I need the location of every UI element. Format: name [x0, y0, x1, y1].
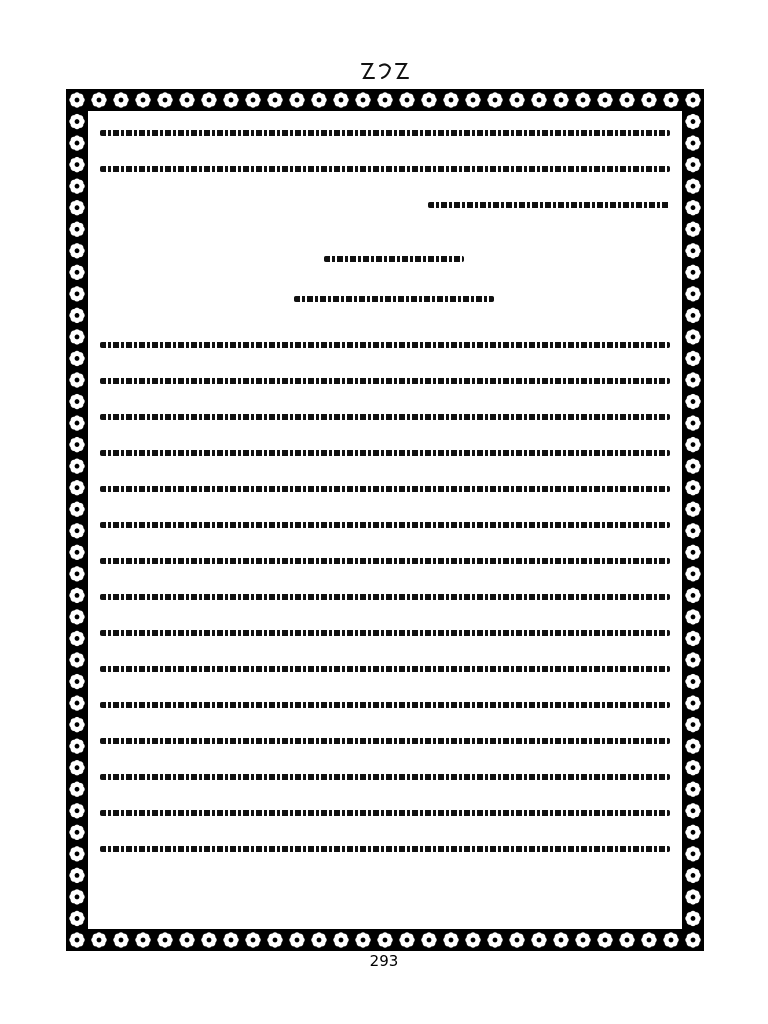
rosette-ornament	[685, 932, 700, 947]
script-text-line	[100, 589, 670, 605]
script-text-placeholder	[100, 630, 670, 636]
rosette-ornament	[575, 932, 590, 947]
rosette-ornament	[487, 932, 502, 947]
running-head-glyph	[0, 58, 768, 88]
rosette-ornament	[663, 932, 678, 947]
rosette-ornament	[421, 92, 436, 107]
script-text-line	[100, 373, 670, 389]
rosette-ornament	[69, 265, 84, 280]
script-text-placeholder	[100, 738, 670, 744]
rosette-ornament	[157, 932, 172, 947]
script-text-placeholder	[428, 202, 670, 208]
rosette-ornament	[641, 92, 656, 107]
script-text-placeholder	[100, 342, 670, 348]
rosette-ornament	[135, 92, 150, 107]
rosette-ornament	[201, 92, 216, 107]
rosette-ornament	[399, 932, 414, 947]
rosette-ornament	[685, 911, 700, 926]
script-text-placeholder	[100, 414, 670, 420]
script-text-placeholder	[100, 702, 670, 708]
rosette-ornament	[685, 265, 700, 280]
rosette-ornament	[333, 92, 348, 107]
rosette-ornament	[311, 932, 326, 947]
rosette-ornament	[69, 566, 84, 581]
rosette-ornament	[69, 932, 84, 947]
script-text-line	[294, 291, 494, 307]
rosette-ornament	[113, 92, 128, 107]
rosette-ornament	[69, 286, 84, 301]
rosette-ornament	[465, 932, 480, 947]
rosette-ornament	[245, 92, 260, 107]
rosette-ornament	[685, 372, 700, 387]
text-block	[88, 111, 682, 929]
rosette-ornament	[179, 932, 194, 947]
rosette-ornament	[69, 631, 84, 646]
rosette-ornament	[685, 502, 700, 517]
rosette-ornament	[377, 92, 392, 107]
rosette-ornament	[69, 200, 84, 215]
rosette-ornament	[69, 889, 84, 904]
script-text-line	[100, 125, 670, 141]
rosette-ornament	[69, 458, 84, 473]
rosette-ornament	[267, 932, 282, 947]
rosette-ornament	[685, 803, 700, 818]
rosette-ornament	[685, 415, 700, 430]
rosette-ornament	[69, 415, 84, 430]
rosette-ornament	[267, 92, 282, 107]
rosette-ornament	[69, 437, 84, 452]
rosette-ornament	[685, 631, 700, 646]
rosette-ornament	[69, 846, 84, 861]
rosette-ornament	[69, 652, 84, 667]
script-text-line	[100, 161, 670, 177]
rosette-ornament	[69, 868, 84, 883]
rosette-ornament	[509, 92, 524, 107]
rosette-ornament	[69, 760, 84, 775]
script-text-line	[100, 553, 670, 569]
page-number: 293	[369, 952, 399, 970]
rosette-ornament	[531, 932, 546, 947]
rosette-ornament	[289, 932, 304, 947]
rosette-ornament	[245, 932, 260, 947]
rosette-ornament	[69, 674, 84, 689]
rosette-ornament	[685, 243, 700, 258]
rosette-ornament	[69, 351, 84, 366]
rosette-ornament	[69, 480, 84, 495]
rosette-ornament	[685, 738, 700, 753]
rosette-ornament	[355, 92, 370, 107]
rosette-ornament	[685, 114, 700, 129]
script-text-line	[100, 661, 670, 677]
rosette-ornament	[157, 92, 172, 107]
rosette-ornament	[69, 502, 84, 517]
script-text-line	[100, 841, 670, 857]
script-text-line	[324, 251, 464, 267]
rosette-ornament	[69, 523, 84, 538]
script-text-line	[100, 625, 670, 641]
script-text-line	[100, 697, 670, 713]
rosette-ornament	[465, 92, 480, 107]
rosette-ornament	[487, 92, 502, 107]
rosette-ornament	[69, 222, 84, 237]
rosette-ornament	[69, 329, 84, 344]
script-text-line	[100, 337, 670, 353]
rosette-ornament	[69, 717, 84, 732]
rosette-ornament	[597, 932, 612, 947]
rosette-ornament	[685, 308, 700, 323]
script-text-line	[100, 733, 670, 749]
rosette-ornament	[69, 135, 84, 150]
rosette-ornament	[443, 92, 458, 107]
rosette-ornament	[641, 932, 656, 947]
script-text-placeholder	[100, 774, 670, 780]
rosette-ornament	[377, 932, 392, 947]
rosette-ornament	[69, 394, 84, 409]
script-text-line	[428, 197, 670, 213]
rosette-ornament	[685, 286, 700, 301]
rosette-ornament	[69, 243, 84, 258]
rosette-ornament	[685, 760, 700, 775]
rosette-ornament	[685, 695, 700, 710]
rosette-ornament	[223, 932, 238, 947]
script-text-placeholder	[100, 486, 670, 492]
rosette-ornament	[69, 911, 84, 926]
rosette-ornament	[69, 372, 84, 387]
rosette-ornament	[333, 932, 348, 947]
rosette-ornament	[685, 609, 700, 624]
rosette-ornament	[685, 825, 700, 840]
rosette-ornament	[113, 932, 128, 947]
script-text-line	[100, 409, 670, 425]
script-text-placeholder	[100, 810, 670, 816]
rosette-ornament	[685, 868, 700, 883]
rosette-ornament	[69, 114, 84, 129]
rosette-ornament	[685, 222, 700, 237]
script-text-placeholder	[294, 296, 494, 302]
rosette-ornament	[685, 92, 700, 107]
script-text-placeholder	[100, 522, 670, 528]
rosette-ornament	[685, 674, 700, 689]
rosette-ornament	[685, 782, 700, 797]
rosette-ornament	[685, 200, 700, 215]
rosette-ornament	[685, 394, 700, 409]
rosette-ornament	[685, 157, 700, 172]
rosette-ornament	[135, 932, 150, 947]
rosette-ornament	[69, 178, 84, 193]
rosette-ornament	[685, 717, 700, 732]
rosette-ornament	[685, 566, 700, 581]
rosette-ornament	[399, 92, 414, 107]
rosette-ornament	[509, 932, 524, 947]
rosette-ornament	[69, 545, 84, 560]
rosette-ornament	[311, 92, 326, 107]
ornamental-border	[66, 89, 704, 951]
rosette-ornament	[69, 609, 84, 624]
rosette-ornament	[685, 135, 700, 150]
rosette-ornament	[553, 92, 568, 107]
script-text-line	[100, 517, 670, 533]
script-text-placeholder	[100, 130, 670, 136]
script-text-placeholder	[100, 666, 670, 672]
script-text-placeholder	[100, 846, 670, 852]
rosette-ornament	[575, 92, 590, 107]
rosette-ornament	[685, 652, 700, 667]
script-text-line	[100, 769, 670, 785]
rosette-ornament	[201, 932, 216, 947]
script-text-line	[100, 805, 670, 821]
script-text-line	[100, 445, 670, 461]
rosette-ornament	[685, 889, 700, 904]
rosette-ornament	[69, 695, 84, 710]
rosette-ornament	[355, 932, 370, 947]
rosette-ornament	[69, 588, 84, 603]
rosette-ornament	[685, 480, 700, 495]
script-text-placeholder	[324, 256, 464, 262]
rosette-ornament	[553, 932, 568, 947]
script-text-placeholder	[100, 594, 670, 600]
rosette-ornament	[91, 92, 106, 107]
script-text-placeholder	[100, 166, 670, 172]
rosette-ornament	[69, 803, 84, 818]
rosette-ornament	[69, 825, 84, 840]
rosette-ornament	[69, 308, 84, 323]
rosette-ornament	[685, 329, 700, 344]
rosette-ornament	[421, 932, 436, 947]
rosette-ornament	[69, 738, 84, 753]
rosette-ornament	[685, 351, 700, 366]
rosette-ornament	[531, 92, 546, 107]
rosette-ornament	[289, 92, 304, 107]
script-text-placeholder	[100, 450, 670, 456]
rosette-ornament	[443, 932, 458, 947]
rosette-ornament	[685, 458, 700, 473]
rosette-ornament	[597, 92, 612, 107]
rosette-ornament	[685, 846, 700, 861]
rosette-ornament	[69, 157, 84, 172]
script-text-line	[100, 481, 670, 497]
rosette-ornament	[663, 92, 678, 107]
rosette-ornament	[69, 782, 84, 797]
rosette-ornament	[685, 588, 700, 603]
rosette-ornament	[179, 92, 194, 107]
rosette-ornament	[685, 437, 700, 452]
rosette-ornament	[619, 92, 634, 107]
rosette-ornament	[685, 523, 700, 538]
rosette-ornament	[685, 545, 700, 560]
rosette-ornament	[69, 92, 84, 107]
rosette-ornament	[685, 178, 700, 193]
rosette-ornament	[91, 932, 106, 947]
script-text-placeholder	[100, 378, 670, 384]
rosette-ornament	[223, 92, 238, 107]
rosette-ornament	[619, 932, 634, 947]
script-text-placeholder	[100, 558, 670, 564]
